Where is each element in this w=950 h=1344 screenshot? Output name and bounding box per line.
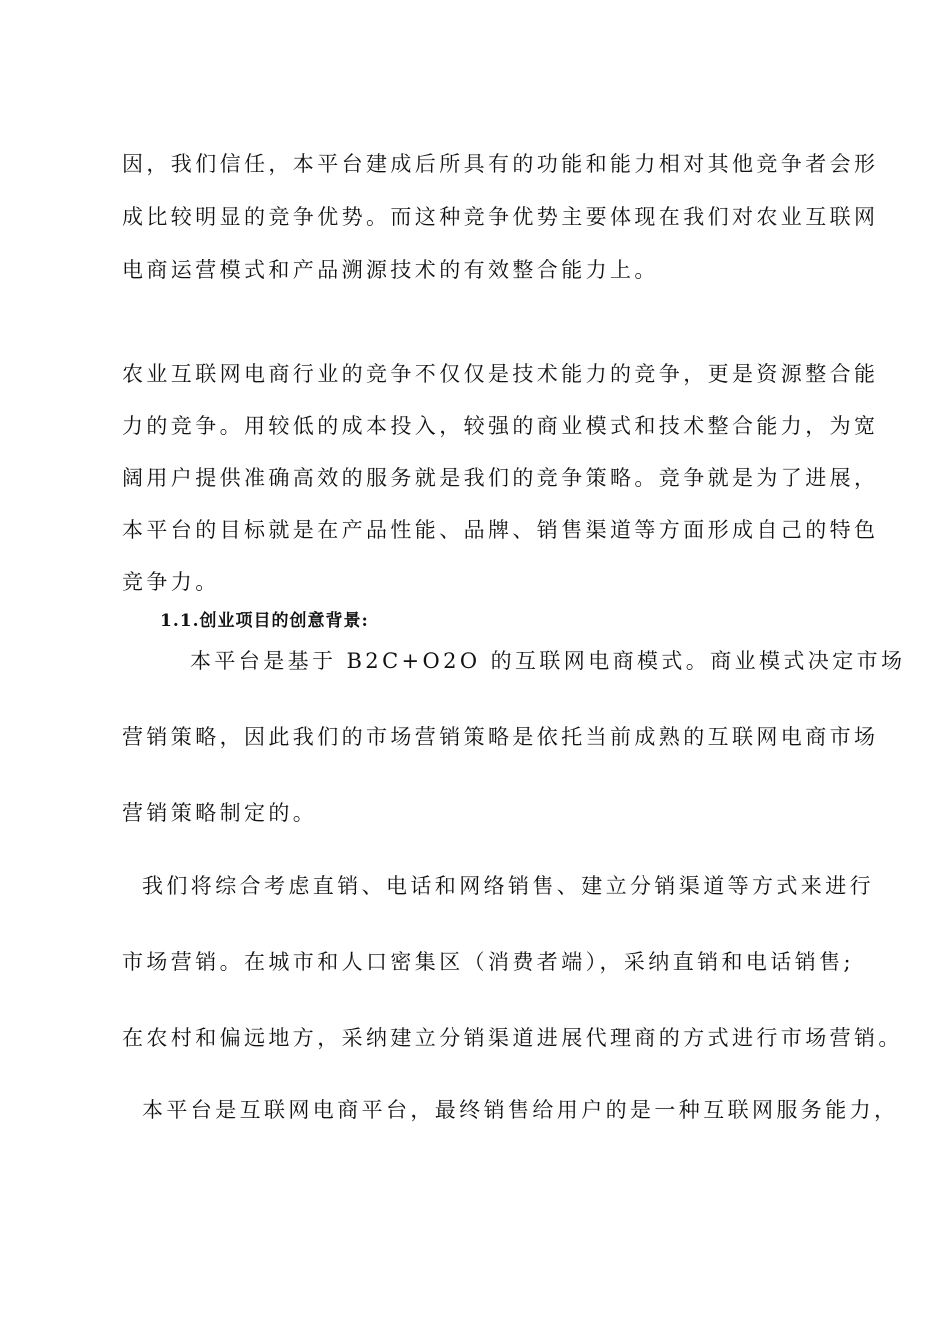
paragraph-4-line-1: 我们将综合考虑直销、电话和网络销售、建立分销渠道等方式来进行 bbox=[142, 874, 874, 898]
section-heading: 1.1.创业项目的创意背景: bbox=[160, 611, 369, 631]
paragraph-3-line-2: 营销策略，因此我们的市场营销策略是依托当前成熟的互联网电商市场 bbox=[122, 725, 879, 749]
paragraph-2-line-1: 农业互联网电商行业的竞争不仅仅是技术能力的竞争，更是资源整合能 bbox=[122, 362, 879, 386]
paragraph-4-line-2: 市场营销。在城市和人口密集区（消费者端），采纳直销和电话销售; bbox=[122, 950, 854, 974]
paragraph-2-line-2: 力的竞争。用较低的成本投入，较强的商业模式和技术整合能力，为宽 bbox=[122, 414, 879, 438]
paragraph-2-line-4: 本平台的目标就是在产品性能、品牌、销售渠道等方面形成自己的特色 bbox=[122, 518, 879, 542]
paragraph-3-line-1: 本平台是基于 B2C+O2O 的互联网电商模式。商业模式决定市场 bbox=[190, 649, 906, 673]
paragraph-1-line-2: 成比较明显的竞争优势。而这种竞争优势主要体现在我们对农业互联网 bbox=[122, 205, 879, 229]
paragraph-1-line-3: 电商运营模式和产品溯源技术的有效整合能力上。 bbox=[122, 258, 659, 282]
paragraph-2-line-5: 竞争力。 bbox=[122, 570, 220, 594]
paragraph-2-line-3: 阔用户提供准确高效的服务就是我们的竞争策略。竞争就是为了进展， bbox=[122, 466, 879, 490]
paragraph-1-line-1: 因，我们信任，本平台建成后所具有的功能和能力相对其他竞争者会形 bbox=[122, 152, 879, 176]
paragraph-3-line-3: 营销策略制定的。 bbox=[122, 801, 318, 825]
paragraph-5-line-1: 本平台是互联网电商平台，最终销售给用户的是一种互联网服务能力， bbox=[142, 1098, 899, 1122]
paragraph-4-line-3: 在农村和偏远地方，采纳建立分销渠道进展代理商的方式进行市场营销。 bbox=[122, 1026, 903, 1050]
